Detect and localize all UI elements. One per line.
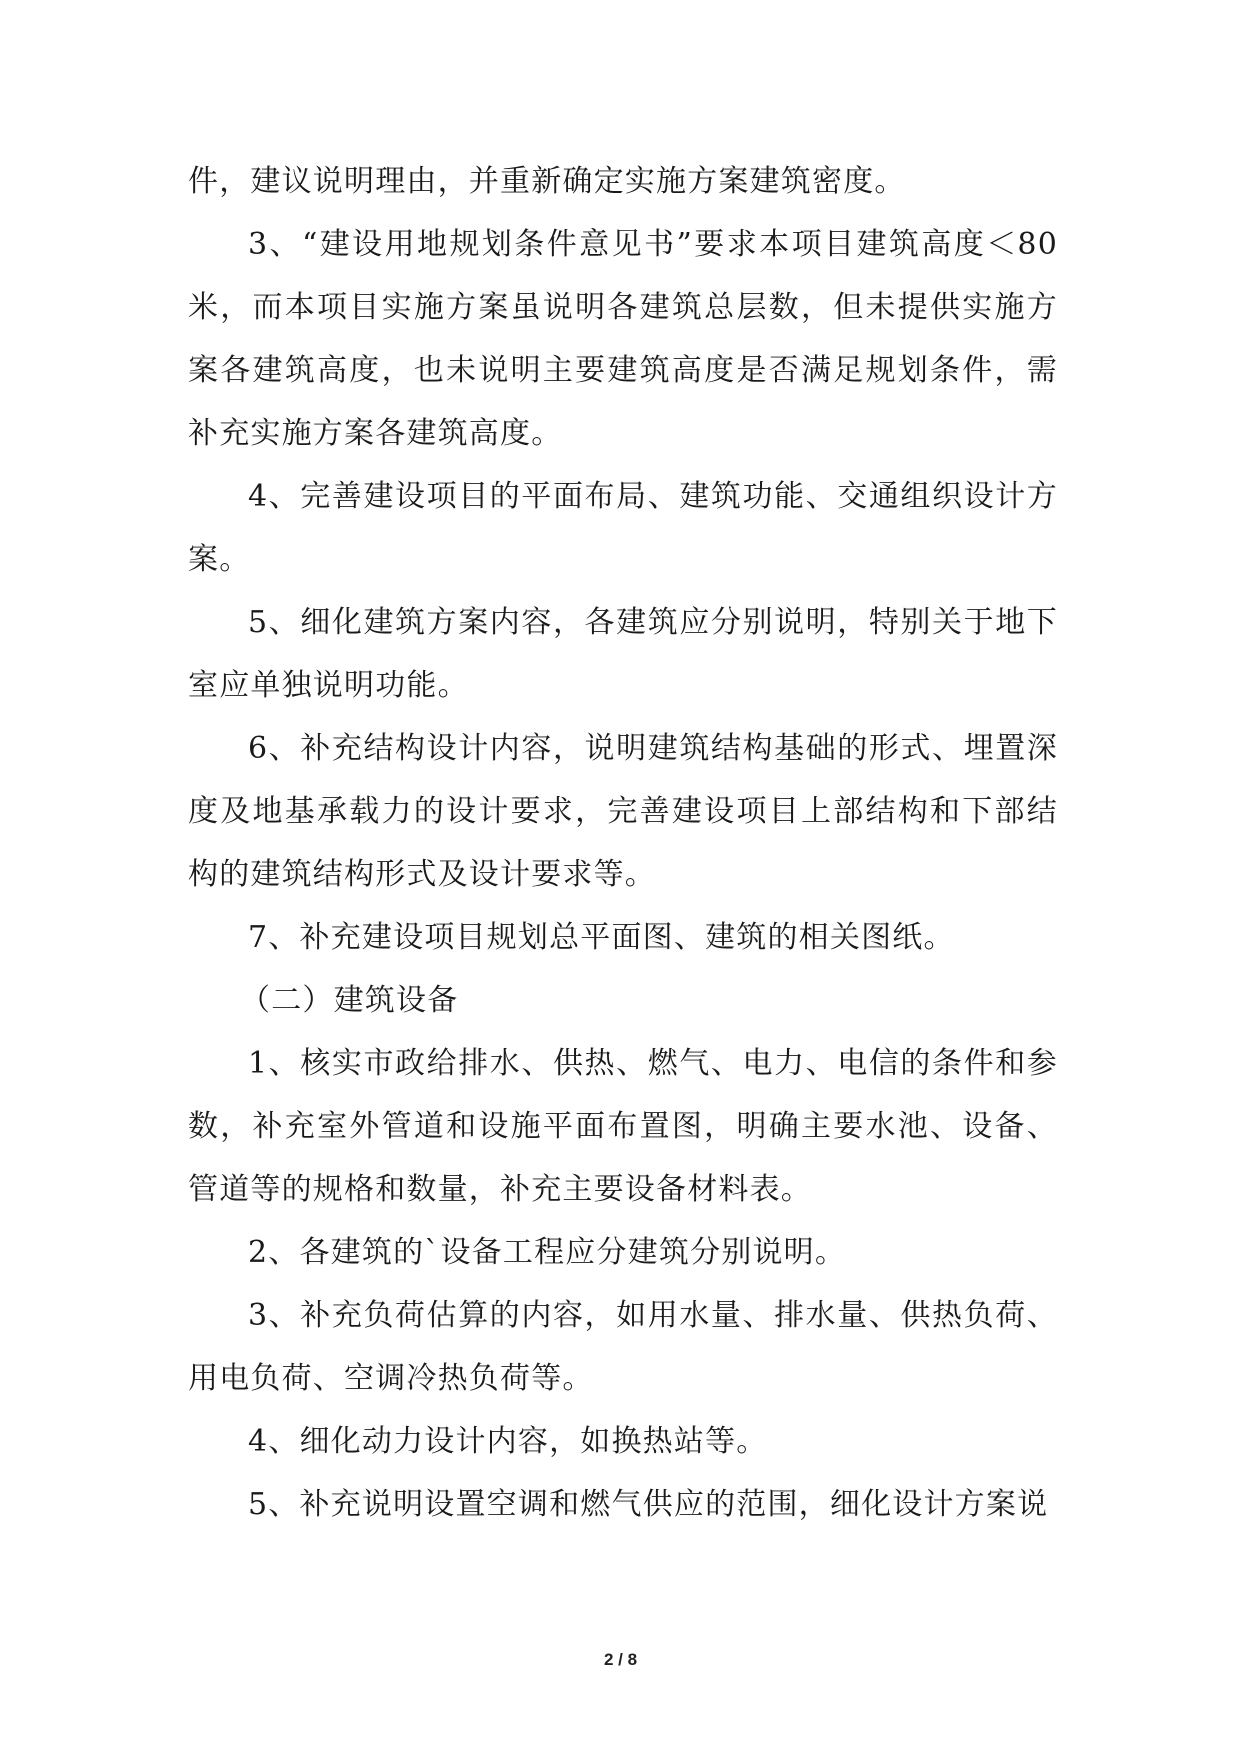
section-heading-building-equipment: （二）建筑设备: [240, 983, 459, 1018]
document-body: [188, 150, 1058, 1536]
paragraph-equipment-item-5: 5、补充说明设置空调和燃气供应的范围，细化设计方案说: [248, 1487, 1049, 1522]
paragraph-item-3-building-height: 3、“建设用地规划条件意见书”要求本项目建筑高度＜80米，而本项目实施方案虽说明各建筑总层数，但未提供实施方案各建筑高度，也未说明主要建筑高度是否满足规划条件，需补充实施方案各建筑高度。: [188, 227, 1058, 451]
paragraph-item-4-layout: 4、完善建设项目的平面布局、建筑功能、交通组织设计方案。: [188, 479, 1058, 577]
page-number: 2 / 8: [603, 1650, 638, 1669]
paragraph-equipment-item-1: 1、核实市政给排水、供热、燃气、电力、电信的条件和参数，补充室外管道和设施平面布置图，明确主要水池、设备、管道等的规格和数量，补充主要设备材料表。: [188, 1046, 1058, 1207]
paragraph-item-7-drawings: 7、补充建设项目规划总平面图、建筑的相关图纸。: [248, 920, 955, 955]
paragraph-item-6-structure: 6、补充结构设计内容，说明建筑结构基础的形式、埋置深度及地基承载力的设计要求，完善建设项目上部结构和下部结构的建筑结构形式及设计要求等。: [188, 731, 1058, 892]
paragraph-continuation: 件，建议说明理由，并重新确定实施方案建筑密度。: [188, 164, 906, 199]
paragraph-equipment-item-3: 3、补充负荷估算的内容，如用水量、排水量、供热负荷、用电负荷、空调冷热负荷等。: [188, 1298, 1058, 1396]
paragraph-equipment-item-2: 2、各建筑的`设备工程应分建筑分别说明。: [248, 1235, 847, 1270]
paragraph-item-5-building-scheme: 5、细化建筑方案内容，各建筑应分别说明，特别关于地下室应单独说明功能。: [188, 605, 1058, 703]
paragraph-equipment-item-4: 4、细化动力设计内容，如换热站等。: [248, 1424, 768, 1459]
